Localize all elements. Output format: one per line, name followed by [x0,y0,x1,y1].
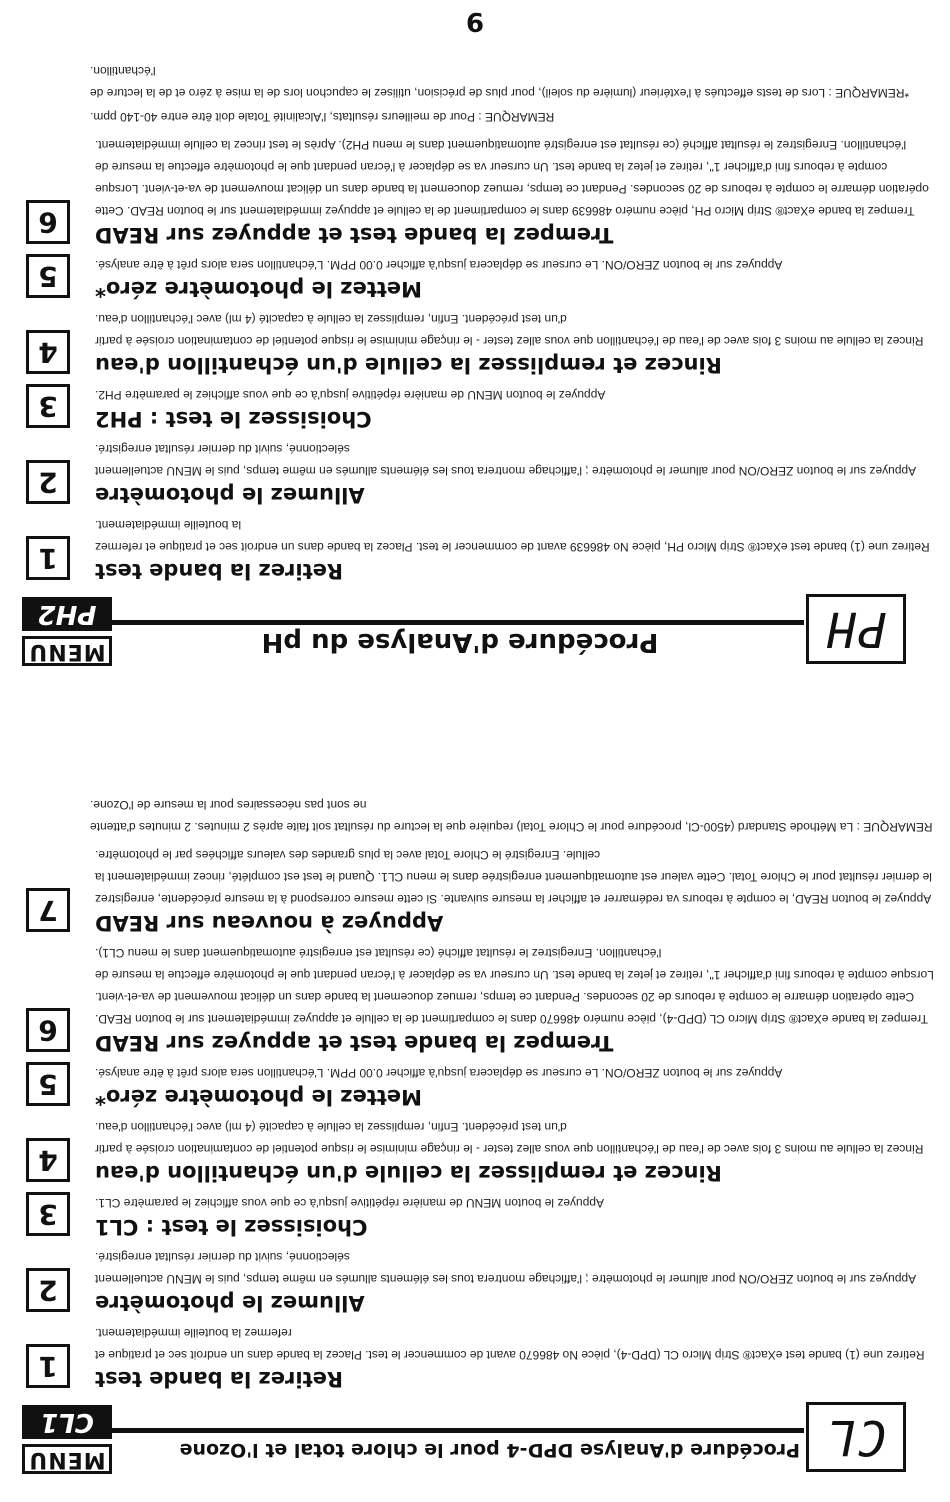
cl1-section-header [0,1392,950,1474]
step-number-box: 6 [26,1008,70,1052]
step-body: Appuyez le bouton MENU de manière répétitive jusqu'à ce que vous affichiez le paramètre PH2. [95,388,606,402]
header-rule [112,1428,804,1433]
ph2-step-6 [0,134,950,248]
cl1-step-1 [0,1322,950,1392]
cl1-step-7 [0,844,950,936]
step-number-box: 3 [26,384,70,428]
step-number-box: 4 [26,330,70,374]
ph2-lcd-display: PH [806,594,906,664]
ph2-remark: REMARQUE : Pour de meilleurs résultats, l'Alcalinité Totale doit être entre 40-140 ppm. [90,110,555,124]
step-body: Appuyez le bouton MENU de manière répétitive jusqu'à ce que vous affichiez le paramètre CL1. [95,1196,605,1210]
cl1-step-5 [0,1062,950,1110]
menu-label-box: MENU [22,1444,112,1474]
step-number-box: 5 [26,254,70,298]
ph2-section-title: Procédure d'Analyse du pH [261,627,659,657]
ph2-step-5 [0,254,950,302]
ph2-step-4 [0,308,950,378]
step-number-box: 4 [26,1138,70,1182]
ph2-section [0,46,950,666]
step-title: Choisissez le test : PH2 [95,407,372,431]
ph2-step-3 [0,384,950,432]
step-body: Appuyez sur le bouton ZERO/ON. Le curseur se déplacera jusqu'à afficher 0.00 PPM. L'échantillon sera alors prêt à être analysé. [95,1066,783,1080]
step-number-box: 3 [26,1192,70,1236]
step-number-box: 7 [26,888,70,932]
cl1-section [0,780,950,1474]
step-body: Rincez la cellule au moins 3 fois avec de l'eau de l'échantillon que vous allez tester - le rinçage minimise le risque potentiel de contamination croisée à partir d'un test précédent. Enfin, remplissez la cellule à capacité (4 ml) avec l'échantillon d'eau. [95,312,924,348]
step-number-box: 1 [26,536,70,580]
step-title: Retirez la bande test [95,1367,344,1391]
ph2-step-2 [0,438,950,508]
ph2-footnote: *REMARQUE : Lors de tests effectués à l'extérieur (lumière du soleil), pour plus de précision, utilisez le capuchon lors de la mise à zéro et de la lecture de l'échantillon. [90,64,910,100]
step-body: Appuyez sur le bouton ZERO/ON pour allumer le photomètre ; l'affichage montrera tous les éléments allumés en même temps, puis le MENU actuellement sélectionné, suivit du dernier résultat enregistré. [95,442,917,478]
step-body: Retirez une (1) bande test eXact® Strip Micro PH, pièce No 486639 avant de commencer le test. Placez la bande dans un endroit sec et pratique et refermez la bouteille immédiatement. [95,518,930,554]
ph2-code-label: PH2 [22,597,112,631]
cl1-lcd-display: CL [806,1402,906,1472]
step-number-box: 2 [26,460,70,504]
step-title: Allumez le photomètre [95,483,365,507]
step-body: Appuyez sur le bouton ZERO/ON. Le curseur se déplacera jusqu'à afficher 0.00 PPM. L'échantillon sera alors prêt à être analysé. [95,258,783,272]
step-title: Rincez et remplissez la cellule d'un échantillon d'eau [95,1161,722,1185]
step-number-box: 5 [26,1062,70,1106]
header-rule [112,620,804,625]
step-body: Trempez la bande eXact® Strip Micro PH, pièce numéro 486639 dans le compartiment de la cellule et appuyez immédiatement sur le bouton READ. Cette opération démarre le compte à rebours de 20 secondes. Pendant ce temps, remuez doucement la bande dans un délicat mouvement de va-et-vient. Lorsque compte à rebours fini d'afficher 1", retirez et jetez la bande test. Un curseur va se déplacer à l'écran pendant que le photomètre effectue la mesure de l'échantillon. Enregistrez le résultat affiché (ce résultat est enregistré automatiquement dans le menu PH2). Après le test rincez la cellule immédiatement. [95,138,929,218]
cl1-code-label: CL1 [22,1405,112,1439]
step-body: Rincez la cellule au moins 3 fois avec de l'eau de l'échantillon que vous allez tester - le rinçage minimise le risque potentiel de contamination croisée à partir d'un test précédent. Enfin, remplissez la cellule à capacité (4 ml) avec l'échantillon d'eau. [95,1120,924,1156]
ph2-step-1 [0,514,950,584]
menu-label-box: MENU [22,636,112,666]
step-title: Appuyez à nouveau sur READ [95,911,444,935]
step-body: Retirez une (1) bande test eXact® Strip Micro CL (DPD-4), pièce No 486670 avant de commencer le test. Placez la bande dans un endroit sec et pratique et refermez la bouteille immédiatement. [95,1326,925,1362]
cl1-step-4 [0,1116,950,1186]
step-body: Trempez la bande eXact® Strip Micro CL (DPD-4), pièce numéro 486670 dans le compartiment de la cellule et appuyez immédiatement sur le bouton READ. Cette opération démarre le compte à rebours de 20 secondes. Pendant ce temps, remuez doucement la bande dans un délicat mouvement de va-et-vient. Lorsque compte à rebours fini d'afficher 1", retirez et jetez la bande test. Un curseur va se déplacer à l'écran pendant que le photomètre effectue la mesure de l'échantillon. Enregistrez le résultat affiché (ce résultat est enregistré automatiquement dans le menu CL1). [95,946,934,1026]
step-body: Appuyez sur le bouton ZERO/ON pour allumer le photomètre ; l'affichage montrera tous les éléments allumés en même temps, puis le MENU actuellement sélectionné, suivit du dernier résultat enregistré. [95,1250,917,1286]
page-number: 9 [465,6,485,36]
step-title: Retirez la bande test [95,559,344,583]
step-title: Mettez le photomètre zéro* [95,277,422,301]
cl1-step-3 [0,1192,950,1240]
cl1-step-6 [0,942,950,1056]
step-title: Allumez le photomètre [95,1291,365,1315]
step-body: Appuyez le bouton READ, le compte à rebours va redémarrer et afficher la mesure suivante. Si cette mesure correspond à la mesure précédente, enregistrez le dernier résultat pour le Chlore Total. Cette valeur est automatiquement enregistrée dans le menu CL1. Quand le test est complété, rincez immédiatement la cellule. Enregistré le Chlore Total avec la plus grandes des valeurs affichées par le photomètre. [95,848,932,906]
step-title: Trempez la bande test et appuyez sur READ [95,223,614,247]
ph2-section-header [0,584,950,666]
step-number-box: 1 [26,1344,70,1388]
cl1-section-title: Procédure d'Analyse DPD-4 pour le chlore total et l'Ozone [179,1439,800,1461]
step-number-box: 6 [26,200,70,244]
cl1-remark: REMARQUE : La Méthode Standard (4500-Cl, procédure pour le Chlore Total) requière que la lecture du résultat soit faite après 2 minutes. 2 minutes d'attente ne sont pas nécessaires pour la mesure de l'Ozone. [90,798,933,834]
cl1-step-2 [0,1246,950,1316]
step-title: Choisissez le test : CL1 [95,1215,368,1239]
step-title: Mettez le photomètre zéro* [95,1085,422,1109]
step-title: Rincez et remplissez la cellule d'un échantillon d'eau [95,353,722,377]
step-title: Trempez la bande test et appuyez sur READ [95,1031,614,1055]
step-number-box: 2 [26,1268,70,1312]
